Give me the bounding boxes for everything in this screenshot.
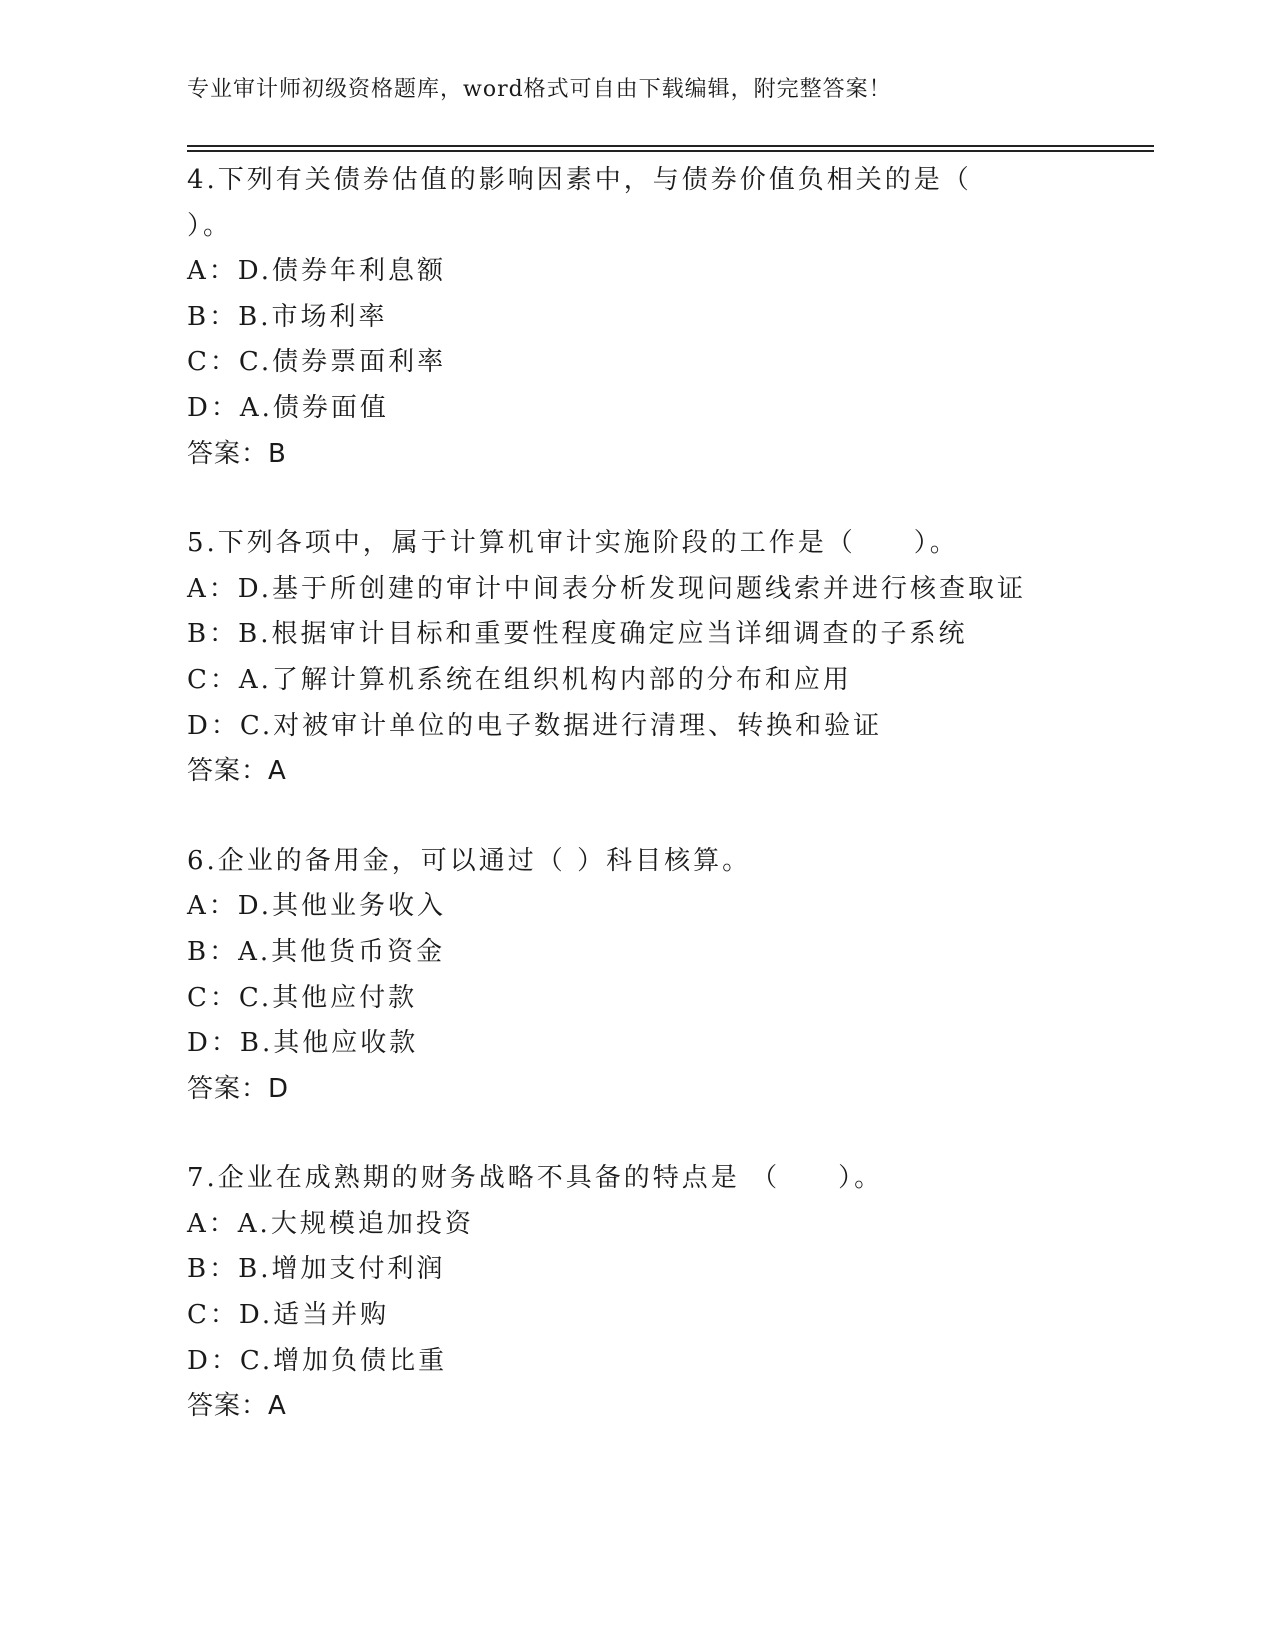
option-c: C：A.了解计算机系统在组织机构内部的分布和应用	[187, 664, 852, 695]
answer-line: 答案：A	[187, 756, 287, 787]
question-list	[187, 158, 1154, 1474]
option-b: B：B.市场利率	[187, 301, 388, 332]
question-stem: 6.企业的备用金，可以通过（ ）科目核算。	[187, 845, 752, 876]
question-stem: 7.企业在成熟期的财务战略不具备的特点是 （ ）。	[187, 1163, 884, 1194]
question-7	[187, 1156, 1154, 1430]
option-b: B：B.增加支付利润	[187, 1254, 446, 1285]
option-d: D：A.债券面值	[187, 392, 389, 423]
option-a: A：D.债券年利息额	[187, 256, 446, 287]
question-stem: 5.下列各项中，属于计算机审计实施阶段的工作是（ ）。	[187, 528, 959, 559]
option-a: A：A.大规模追加投资	[187, 1208, 474, 1239]
question-stem-continued: ）。	[187, 210, 233, 241]
option-b: B：B.根据审计目标和重要性程度确定应当详细调查的子系统	[187, 619, 968, 650]
option-c: C：C.其他应付款	[187, 982, 418, 1013]
question-6	[187, 839, 1154, 1113]
option-a: A：D.其他业务收入	[187, 891, 446, 922]
option-c: C：D.适当并购	[187, 1300, 390, 1331]
answer-line: 答案：D	[187, 1073, 290, 1104]
option-d: D：B.其他应收款	[187, 1028, 419, 1059]
option-d: D：C.对被审计单位的电子数据进行清理、转换和验证	[187, 710, 883, 741]
header-divider	[187, 145, 1154, 152]
option-a: A：D.基于所创建的审计中间表分析发现问题线索并进行核查取证	[187, 573, 1026, 604]
option-d: D：C.增加负债比重	[187, 1345, 448, 1376]
page-header: 专业审计师初级资格题库，word格式可自由下载编辑，附完整答案！	[187, 77, 892, 102]
answer-line: 答案：B	[187, 438, 287, 469]
option-c: C：C.债券票面利率	[187, 347, 447, 378]
question-5	[187, 521, 1154, 795]
answer-line: 答案：A	[187, 1391, 287, 1422]
option-b: B：A.其他货币资金	[187, 936, 446, 967]
question-stem: 4.下列有关债券估值的影响因素中，与债券价值负相关的是（	[187, 165, 972, 195]
question-4	[187, 158, 1154, 477]
